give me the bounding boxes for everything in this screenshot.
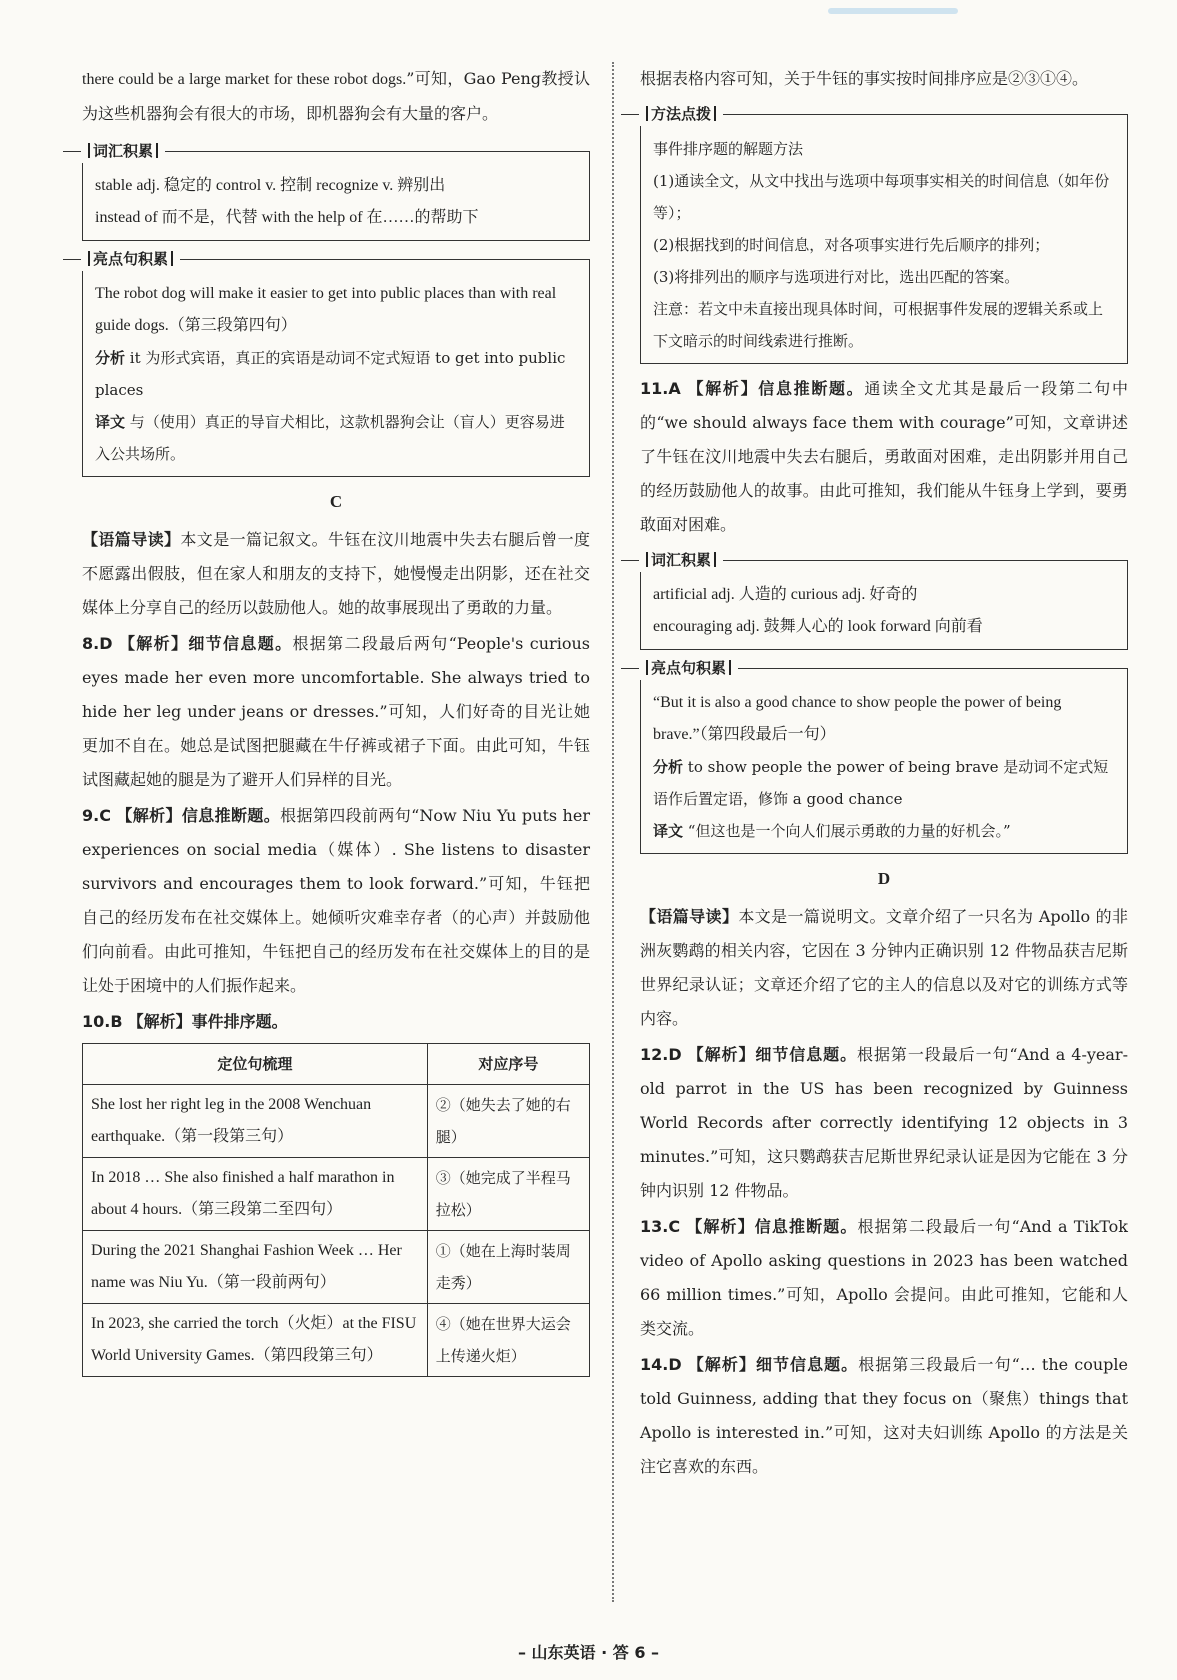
table-cell-sentence: She lost her right leg in the 2008 Wenchuan earthquake.（第一段第三句） — [83, 1085, 428, 1158]
table-cell-order: ①（她在上海时装周走秀） — [427, 1231, 589, 1304]
answer-10: 10.B 【解析】事件排序题。 — [82, 1012, 288, 1031]
table-row — [83, 1085, 590, 1158]
table-header-1: 定位句梳理 — [83, 1044, 428, 1085]
section-d-heading: D — [877, 869, 891, 888]
table-cell-order: ②（她失去了她的右腿） — [427, 1085, 589, 1158]
guide-d: 【语篇导读】本文是一篇说明文。文章介绍了一只名为 Apollo 的非洲灰鹦鹉的相关内容，它因在 3 分钟内正确识别 12 件物品获吉尼斯世界纪录认证；文章还介绍了它的主人的信息以及对它的训练方式等内容。 — [640, 907, 1128, 1028]
vocab-2-line-2: encouraging adj. 鼓舞人心的 look forward 向前看 — [653, 618, 983, 635]
guide-c: 【语篇导读】本文是一篇记叙文。牛钰在汶川地震中失去右腿后曾一度不愿露出假肢，但在家人和朋友的支持下，她慢慢走出阴影，还在社交媒体上分享自己的经历以鼓励他人。她的故事展现出了勇敢的力量。 — [82, 530, 590, 617]
method-line-4: (3)将排列出的顺序与选项进行对比，选出匹配的答案。 — [653, 268, 1020, 286]
method-line-5: 注意：若文中未直接出现具体时间，可根据事件发展的逻辑关系或上下文暗示的时间线索进行推断。 — [653, 300, 1104, 350]
highlight-2-analysis: 分析 to show people the power of being brave 是动词不定式短语作后置定语，修饰 a good chance — [653, 758, 1109, 808]
table-cell-sentence: During the 2021 Shanghai Fashion Week … Her name was Niu Yu.（第一段前两句） — [83, 1231, 428, 1304]
method-line-3: (2)根据找到的时间信息，对各项事实进行先后顺序的排列； — [653, 236, 1050, 254]
table-row — [83, 1304, 590, 1377]
table-cell-order: ③（她完成了半程马拉松） — [427, 1158, 589, 1231]
highlight-2-sentence: “But it is also a good chance to show people the power of being brave.”（第四段最后一句） — [653, 694, 1062, 743]
right-column — [640, 62, 1128, 1484]
highlight-1-sentence: The robot dog will make it easier to get into public places than with real guide dogs.（第三段第四句） — [95, 285, 557, 334]
section-c-heading: C — [329, 492, 343, 511]
vocab-box-2-title: 词汇积累 — [639, 548, 723, 572]
table-row — [83, 1231, 590, 1304]
intro-paragraph — [82, 62, 590, 131]
column-divider — [612, 62, 614, 1602]
highlight-2-translation: 译文 “但这也是一个向人们展示勇敢的力量的好机会。” — [653, 822, 1011, 840]
method-line-2: (1)通读全文，从文中找出与选项中每项事实相关的时间信息（如年份等）； — [653, 172, 1110, 222]
page-footer: – 山东英语 · 答 6 – — [517, 1643, 660, 1662]
highlight-box-2-title: 亮点句积累 — [639, 656, 738, 680]
answer-12: 12.D 【解析】细节信息题。根据第一段最后一句“And a 4-year-old parrot in the US has been recognized by Guinness World Records after correctly identifying 12 objects in 3 minutes.”可知，这只鹦鹉获吉尼斯世界纪录认证是因为它能在 3 分钟内识别 12 件物品。 — [640, 1045, 1128, 1200]
top-accent-bar — [828, 8, 958, 14]
table-cell-sentence: In 2023, she carried the torch（火炬）at the FISU World University Games.（第四段第三句） — [83, 1304, 428, 1377]
vocab-1-line-1: stable adj. 稳定的 control v. 控制 recognize v. 辨别出 — [95, 177, 446, 194]
answer-14: 14.D 【解析】细节信息题。根据第三段最后一句“… the couple told Guinness, adding that they focus on（聚焦）things that Apollo is interested in.”可知，这对夫妇训练 Apollo 的方法是关注它喜欢的东西。 — [640, 1355, 1128, 1476]
vocab-box-2 — [640, 551, 1128, 650]
highlight-box-1-title: 亮点句积累 — [81, 247, 180, 271]
answer-13: 13.C 【解析】信息推断题。根据第二段最后一句“And a TikTok video of Apollo asking questions in 2023 has been watched 66 million times.”可知，Apollo 会提问。由此可推知，它能和人类交流。 — [640, 1217, 1128, 1338]
table-row — [83, 1158, 590, 1231]
sequence-table — [82, 1043, 590, 1377]
method-line-1: 事件排序题的解题方法 — [653, 140, 804, 158]
highlight-1-analysis: 分析 it 为形式宾语，真正的宾语是动词不定式短语 to get into public places — [95, 349, 566, 399]
vocab-2-line-1: artificial adj. 人造的 curious adj. 好奇的 — [653, 586, 918, 603]
highlight-box-1 — [82, 250, 590, 477]
method-box-title: 方法点拨 — [639, 102, 723, 126]
highlight-box-2 — [640, 659, 1128, 854]
answer-9: 9.C 【解析】信息推断题。根据第四段前两句“Now Niu Yu puts her experiences on social media（媒体）. She listens to disaster survivors and encourages them to look forward.”可知，牛钰把自己的经历发布在社交媒体上。她倾听灾难幸存者（的心声）并鼓励他们向前看。由此可推知，牛钰把自己的经历发布在社交媒体上的目的是让处于困境中的人们振作起来。 — [82, 806, 590, 995]
intro-english: there could be a large market for these robot dogs. — [82, 71, 407, 88]
vocab-box-1-title: 词汇积累 — [81, 139, 165, 163]
table-cell-sentence: In 2018 … She also finished a half marathon in about 4 hours.（第三段第二至四句） — [83, 1158, 428, 1231]
table-header-2: 对应序号 — [427, 1044, 589, 1085]
highlight-1-translation: 译文 与（使用）真正的导盲犬相比，这款机器狗会让（盲人）更容易进入公共场所。 — [95, 413, 565, 463]
vocab-box-1 — [82, 142, 590, 241]
left-column — [82, 62, 590, 1377]
answer-11: 11.A 【解析】信息推断题。通读全文尤其是最后一段第二句中的“we should always face them with courage”可知，文章讲述了牛钰在汶川地震中失去右腿后，勇敢面对困难，走出阴影并用自己的经历鼓励他人的故事。由此可推知，我们能从牛钰身上学到，要勇敢面对困难。 — [640, 379, 1128, 534]
method-box — [640, 105, 1128, 364]
vocab-1-line-2: instead of 而不是，代替 with the help of 在……的帮助下 — [95, 209, 479, 226]
right-intro: 根据表格内容可知，关于牛钰的事实按时间排序应是②③①④。 — [640, 69, 1089, 88]
table-cell-order: ④（她在世界大运会上传递火炬） — [427, 1304, 589, 1377]
answer-8: 8.D 【解析】细节信息题。根据第二段最后两句“People's curious eyes made her even more uncomfortable. She always tried to hide her leg under jeans or dresses.”可知，人们好奇的目光让她更加不自在。她总是试图把腿藏在牛仔裤或裙子下面。由此可知，牛钰试图藏起她的腿是为了避开人们异样的目光。 — [82, 634, 590, 789]
intro-chinese: ”可知，Gao Peng教授认为这些机器狗会有很大的市场，即机器狗会有大量的客户。 — [82, 69, 590, 123]
